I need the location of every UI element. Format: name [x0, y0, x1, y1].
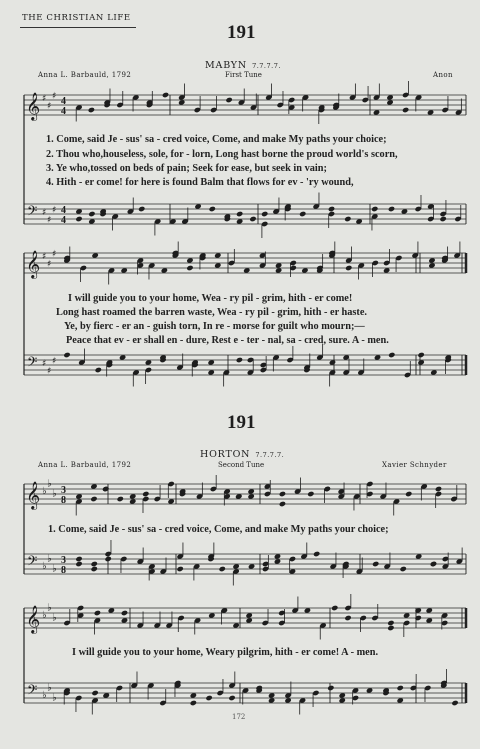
hymn2-number: 191 — [227, 412, 256, 433]
hymn2-system2-treble-note — [387, 620, 394, 626]
hymn2-system2-key-signature: ♭ — [52, 692, 57, 704]
hymn2-system2-bass-clef: 𝄢 — [27, 682, 38, 701]
hymn1-tune-name: MABYN — [205, 60, 247, 71]
hymn2-verse1-line1: 1. Come, said Je - sus' sa - cred voice, Come, and make My paths your choice; — [48, 524, 389, 535]
hymn2-system1-time-signature: 8 — [61, 495, 66, 506]
hymn1-verse1-line1: 1. Come, said Je - sus' sa - cred voice, Come, and make My paths your choice; — [46, 134, 387, 145]
page-number: 172 — [232, 713, 246, 721]
hymn1-system2-bass-clef: 𝄢 — [27, 354, 38, 373]
hymn1-system1-bass-note — [88, 211, 95, 217]
hymn2-system1-bass-note — [91, 561, 98, 567]
hymn1-system2-key-signature: ♯ — [42, 359, 47, 369]
hymn2-system2-bass-note — [205, 695, 212, 701]
hymn2-system1-bass-note — [75, 561, 82, 567]
hymn2-system1-time-signature: 3 — [61, 485, 66, 496]
hymn1-system1-bass-note — [209, 206, 216, 212]
hymn1-system1-bass-note — [371, 206, 378, 212]
hymn2-system2-key-signature: ♭ — [47, 682, 52, 694]
hymn2-system1-treble-note — [117, 496, 124, 502]
hymn1-author: Anna L. Barbauld, 1792 — [38, 71, 132, 79]
hymn2-system2-bass-note — [327, 685, 334, 691]
hymn2-system2-bass-note — [91, 690, 98, 696]
hymn2-system1-key-signature: ♭ — [52, 563, 57, 575]
hymn2-verse1-line2: I will guide you to your home, Weary pilgrim, hith - er come! A - men. — [72, 647, 379, 658]
hymn2-system1-bass-note — [219, 566, 226, 572]
hymn2-author: Anna L. Barbauld, 1792 — [38, 461, 132, 469]
hymn1-system2-key-signature: ♯ — [42, 252, 47, 262]
hymn1-system1-key-signature: ♯ — [52, 205, 57, 216]
hymn1-system1-key-signature: ♯ — [52, 91, 57, 102]
hymn1-system1-key-signature: ♯ — [47, 215, 52, 226]
hymn1-meter: 7.7.7.7. — [252, 62, 281, 70]
hymn1-system1-bass-note — [249, 216, 256, 222]
hymn2-system1-bass-note — [430, 561, 437, 567]
hymn1-system2-bass-note — [388, 352, 395, 358]
hymn2-tune-label: Second Tune — [218, 461, 265, 469]
hymn2-system2-treble-note — [344, 615, 351, 621]
hymn1-system1-time-signature: 4 — [61, 205, 66, 216]
hymn1-system2-key-signature: ♯ — [52, 356, 57, 367]
hymn1-system1-bass-clef: 𝄢 — [27, 203, 38, 222]
hymn1-system1-bass-note — [236, 211, 243, 217]
hymn1-number: 191 — [227, 22, 256, 43]
hymn1-system1-key-signature: ♯ — [42, 94, 47, 104]
hymn1-system2-bass-note — [417, 352, 424, 358]
hymn2-meter: 7.7.7.7. — [255, 451, 285, 459]
hymn1-system1-bass-note — [344, 216, 351, 222]
hymn2-system1-bass-note — [400, 566, 407, 572]
hymn2-system1-key-signature: ♭ — [47, 553, 52, 565]
hymn2-system2-key-signature: ♭ — [42, 610, 47, 621]
hymn1-system1-treble-clef: 𝄞 — [26, 92, 41, 120]
hymn1-verse4-line2: Peace that ev - er shall en - dure, Rest e - ter - nal, sa - cred, sure. A - men. — [66, 335, 389, 346]
hymn1-tune-label: First Tune — [225, 71, 262, 79]
hymn2-system1-bass-clef: 𝄢 — [27, 553, 38, 572]
hymn2-system1-treble-note — [90, 496, 97, 502]
hymn2-system2-treble-note — [387, 625, 394, 631]
hymn1-verse2-line1: 2. Thou who,houseless, sole, for - lorn, Long hast borne the proud world's scorn, — [46, 149, 398, 160]
hymn1-verse4-line1: 4. Hith - er come! for here is found Balm that flows for ev - 'ry wound, — [46, 177, 354, 188]
hymn2-system2-treble-note — [94, 610, 101, 616]
hymn1-system1-bass-note — [328, 206, 335, 212]
hymn1-system2-bass-note — [95, 367, 102, 373]
hymn2-system1-key-signature: ♭ — [47, 478, 52, 490]
hymn1-system2-bass-note — [236, 357, 243, 363]
hymn1-system1-treble-note — [162, 92, 169, 98]
hymn2-system1-treble-clef: 𝄞 — [26, 481, 41, 509]
hymn1-system2-treble-clef: 𝄞 — [26, 250, 41, 278]
hymn2-system1-treble-note — [307, 491, 314, 497]
hymn2-system1-bass-note — [313, 551, 320, 557]
hymn1-verse2-line2: Long hast roamed the barren waste, Wea - ry pil - grim, hith - er haste. — [56, 307, 367, 318]
hymn2-system2-treble-note — [121, 610, 128, 616]
hymn1-system1-bass-note — [138, 206, 145, 212]
hymn2-tune-name: HORTON — [200, 449, 251, 460]
hymn1-verse3-line2: Ye, by fierc - er an - guish torn, In re - morse for guilt who mourn;— — [64, 321, 365, 332]
hymn1-system2-key-signature: ♯ — [52, 249, 57, 260]
hymn1-system1-bass-note — [261, 211, 268, 217]
hymn2-system2-treble-note — [331, 605, 338, 611]
hymn2-system2-key-signature: ♭ — [47, 602, 52, 614]
hymn2-system1-key-signature: ♭ — [52, 488, 57, 500]
hymn2-system1-bass-note — [176, 566, 183, 572]
hymn2-system1-time-signature: 8 — [61, 565, 66, 576]
hymn2-system1-key-signature: ♭ — [42, 486, 47, 497]
hymn1-system1-key-signature: ♯ — [47, 101, 52, 112]
hymn2-system2-bass-note — [397, 685, 404, 691]
hymn2-system1-bass-note — [105, 556, 112, 562]
hymn1-system1-time-signature: 4 — [61, 215, 66, 226]
hymn1-system1-treble-note — [88, 107, 95, 113]
hymn2-system1-key-signature: ♭ — [42, 561, 47, 572]
hymn1-system2-key-signature: ♯ — [47, 366, 52, 377]
hymn2-system2-key-signature: ♭ — [52, 612, 57, 624]
hymn2-system2-bass-note — [228, 695, 235, 701]
hymn1-system1-treble-note — [402, 107, 409, 113]
hymn1-system1-bass-note — [439, 216, 446, 222]
hymn1-composer: Anon — [433, 71, 453, 79]
hymn2-system2-bass-note — [451, 700, 458, 706]
hymn2-system2-key-signature: ♭ — [42, 690, 47, 701]
hymn1-system1-time-signature: 4 — [61, 96, 66, 107]
hymn1-system2-treble-note — [345, 265, 352, 271]
hymn1-system2-key-signature: ♯ — [47, 259, 52, 270]
hymn1-system2-bass-note — [63, 352, 70, 358]
hymn2-system1-bass-note — [75, 556, 82, 562]
hymn1-system2-treble-note — [186, 265, 193, 271]
hymn1-system1-bass-note — [75, 216, 82, 222]
hymn2-system2-bass-note — [190, 700, 197, 706]
hymn1-system1-time-signature: 4 — [61, 106, 66, 117]
hymn2-system1-treble-note — [279, 491, 286, 497]
hymn1-system1-bass-note — [299, 211, 306, 217]
hymn2-system2-treble-clef: 𝄞 — [26, 605, 41, 633]
page-header: THE CHRISTIAN LIFE — [22, 13, 131, 23]
hymn2-system1-treble-note — [405, 491, 412, 497]
hymn2-composer: Xavier Schnyder — [382, 461, 447, 469]
hymn2-system1-treble-note — [142, 491, 149, 497]
hymn1-verse1-line2: I will guide you to your home, Wea - ry pil - grim, hith - er come! — [68, 293, 353, 304]
hymn1-system1-key-signature: ♯ — [42, 208, 47, 218]
hymn2-system1-time-signature: 3 — [61, 555, 66, 566]
hymn1-verse3-line1: 3. Ye who,tossed on beds of pain; Seek for ease, but seek in vain; — [46, 163, 327, 174]
hymn2-system1-bass-note — [372, 561, 379, 567]
hymn2-system1-bass-note — [91, 566, 98, 572]
hymn1-system1-treble-note — [225, 97, 232, 103]
hymn2-system1-treble-note — [435, 486, 442, 492]
hymn2-system1-treble-note — [279, 501, 286, 507]
hymn1-system1-bass-note — [388, 206, 395, 212]
